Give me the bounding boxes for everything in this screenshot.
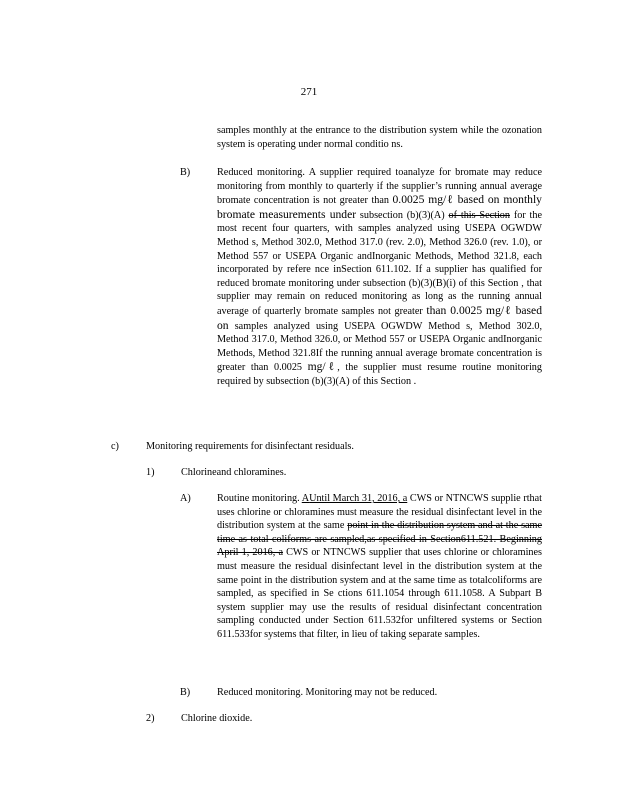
page-number: 271 [300, 86, 318, 98]
item-marker-2: 2) [146, 713, 155, 724]
struck-underlined-text: A [301, 493, 310, 504]
chlorine-dioxide-heading: Chlorine dioxide. [181, 713, 253, 724]
text-segment: for the most recent four quarters, with samples analyzed using USEPA OGWDW Method s, Method 302.0, Method 317.0 (rev. 2.0), Method 326.0 (rev. 1.0), or Method 557 or USEPA Organic andInorganic Methods, Method 321.8, each incorporated by refere nce inSection 611.102. If a supplier has qualified for reduced bromate monitoring under subsection (b)(3)(B)(i) of this Section , that supplier may remain on reduced monitoring as long as the running annual average of quarterly bromate samples not greater [217, 209, 542, 317]
struck-text: of this Section [448, 209, 510, 221]
text-segment: subsection (b)(3)(A) [356, 209, 449, 221]
reduced-bromate-monitoring-paragraph [217, 166, 542, 389]
routine-monitoring-paragraph [217, 492, 542, 642]
text-segment: , the supplier must resume routine monitoring required by subsection (b)(3)(A) of this Section . [217, 362, 542, 387]
text-segment: CWS or NTNCWS supplier that uses chlorine or chloramines must measure the residual disinfectant level in the distribution system at the same point in the distribution system and at the same time as totalcoliforms are sampled, as specified in Se ctions 611.1054 through 611.1058. A Subpart B system supplier may use the results of residual disinfectant concentration sampling conducted under Section 611.532for unfiltered systems or Section 611.533for systems that filter, in lieu of taking separate samples. [217, 547, 543, 640]
section-c-heading: Monitoring requirements for disinfectant residuals. [146, 441, 354, 452]
item-marker-c: c) [111, 441, 119, 452]
text-segment: Reduced monitoring. A supplier required toanalyze for bromate may reduce monitoring from monthly to quarterly if the supplier’s running annual average bromate concentration is not greater than [217, 167, 542, 207]
item-marker-1: 1) [146, 467, 155, 478]
underlined-text: Until March 31, 2016, a [309, 493, 408, 504]
reduced-monitoring-paragraph: Reduced monitoring. Monitoring may not be reduced. [217, 687, 438, 698]
text-segment: Routine monitoring. [217, 493, 302, 504]
item-marker-B: B) [180, 687, 191, 698]
text-segment: samples analyzed using USEPA OGWDW Method s, Method 302.0, Method 317.0, Method 326.0, or Method 557 or USEPA Organic andInorganic Methods, Method 321.8If the running annual average bromate concentration is greater than 0.0025 [217, 320, 542, 374]
item-marker-A: A) [180, 493, 191, 504]
struck-text: point in the distribution system and at the same time as total coliforms are sampled,as specified in Section611.521. Beginning April 1, 2016, a [217, 520, 543, 559]
continuation-paragraph: samples monthly at the entrance to the distribution system while the ozonation system is operating under normal conditio ns. [217, 125, 542, 150]
item-marker-B: B) [180, 167, 191, 178]
amended-text: than 0.0025 mg/ℓ based on [217, 303, 542, 332]
amended-text: 0.0025 mg/ℓ based on monthly bromate measurements under [217, 193, 542, 221]
amended-text: mg/ℓ [307, 360, 338, 374]
text-segment: CWS or NTNCWS supplie rthat uses chlorine or chloramines must measure the residual disinfectant level in the distribution system at the same [217, 493, 542, 532]
chlorine-chloramines-heading: Chlorineand chloramines. [181, 467, 287, 478]
